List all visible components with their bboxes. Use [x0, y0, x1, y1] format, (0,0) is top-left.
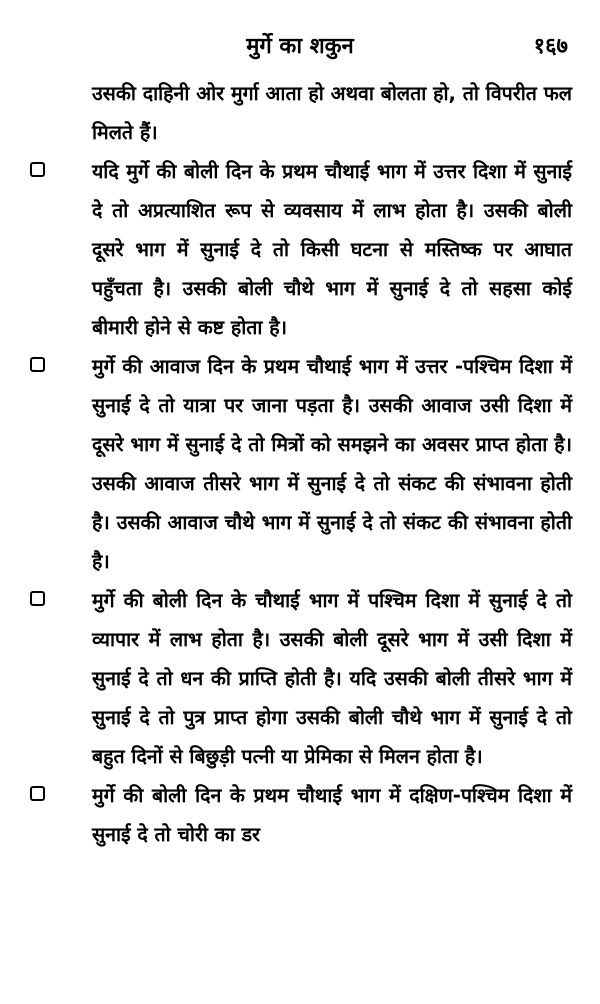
- page-header: [0, 26, 600, 66]
- bullet-paragraph: [92, 152, 572, 347]
- checkbox-bullet-icon: [30, 162, 45, 177]
- bullet-paragraph: [92, 776, 572, 854]
- page-number: १६७: [533, 34, 568, 59]
- paragraph-text: मुर्गे की आवाज दिन के प्रथम चौथाई भाग में उत्तर -पश्चिम दिशा में सुनाई दे तो यात्रा पर जाना पड़ता है। उसकी आवाज उसी दिशा में दूसरे भाग में सुनाई दे तो मित्रों को समझने का अवसर प्राप्त होता है। उसकी आवाज तीसरे भाग में सुनाई दे तो संकट की संभावना होती है। उसकी आवाज चौथे भाग में सुनाई दे तो संकट की संभावना होती है।: [92, 355, 572, 573]
- paragraph-text: मुर्गे की बोली दिन के चौथाई भाग में पश्चिम दिशा में सुनाई दे तो व्यापार में लाभ होता है। उसकी बोली दूसरे भाग में उसी दिशा में सुनाई दे तो धन की प्राप्ति होती है। यदि उसकी बोली तीसरे भाग में सुनाई दे तो पुत्र प्राप्त होगा उसकी बोली चौथे भाग में सुनाई दे तो बहुत दिनों से बिछुड़ी पत्नी या प्रेमिका से मिलन होता है।: [92, 589, 572, 768]
- bullet-paragraph: [92, 581, 572, 776]
- checkbox-bullet-icon: [30, 357, 45, 372]
- page-body: [0, 74, 600, 854]
- paragraph-text: यदि मुर्गे की बोली दिन के प्रथम चौथाई भाग में उत्तर दिशा में सुनाई दे तो अप्रत्याशित रूप से व्यवसाय में लाभ होता है। उसकी बोली दूसरे भाग में सुनाई दे तो किसी घटना से मस्तिष्क पर आघात पहुँचता है। उसकी बोली चौथे भाग में सुनाई दे तो सहसा कोई बीमारी होने से कष्ट होता है।: [92, 160, 572, 339]
- paragraph-continued: [92, 74, 572, 152]
- bullet-paragraph: [92, 347, 572, 581]
- checkbox-bullet-icon: [30, 786, 45, 801]
- checkbox-bullet-icon: [30, 591, 45, 606]
- running-title: मुर्गे का शकुन: [246, 34, 354, 59]
- paragraph-text: मुर्गे की बोली दिन के प्रथम चौथाई भाग में दक्षिण-पश्चिम दिशा में सुनाई दे तो चोरी का डर: [92, 784, 572, 846]
- paragraph-text: उसकी दाहिनी ओर मुर्गा आता हो अथवा बोलता हो, तो विपरीत फल मिलते हैं।: [92, 82, 572, 144]
